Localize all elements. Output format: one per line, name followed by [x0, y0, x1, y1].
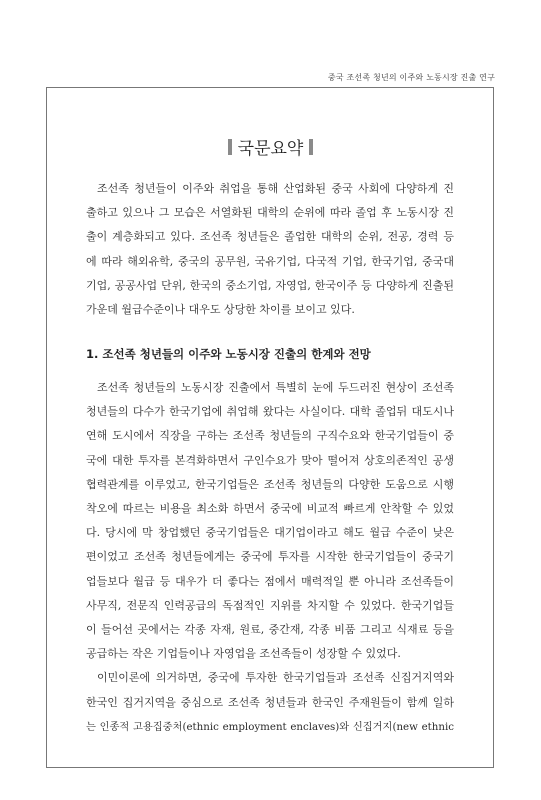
section-line: 청년들의 다수가 한국기업에 취업해 왔다는 사실이다. 대학 졸업뒤 대도시나	[86, 405, 454, 419]
section-line: 연해 도시에서 직장을 구하는 조선족 청년들의 구직수요와 한국기업들이 중	[86, 429, 454, 443]
abstract-line: 출이 계층화되고 있다. 조선족 청년들은 졸업한 대학의 순위, 전공, 경력 등	[86, 230, 454, 244]
section-line: 조선족 청년들의 노동시장 진출에서 특별히 눈에 두드러진 현상이 조선족	[97, 381, 454, 394]
title-right-bar	[309, 139, 313, 155]
running-header: 중국 조선족 청년의 이주와 노동시장 진출 연구	[327, 73, 495, 82]
page-title	[228, 134, 314, 159]
abstract-line: 에 따라 해외유학, 중국의 공무원, 국유기업, 다국적 기업, 한국기업, 중국대	[86, 254, 454, 268]
section-line: 공급하는 작은 기업들이나 자영업을 조선족들이 성장할 수 있었다.	[86, 647, 401, 661]
section-line: 국에 대한 투자를 본격화하면서 구인수요가 맞아 떨어져 상호의존적인 공생	[86, 453, 454, 467]
abstract-line: 가운데 월급수준이나 대우도 상당한 차이를 보이고 있다.	[86, 303, 355, 317]
section-line: 이민이론에 의거하면, 중국에 투자한 한국기업들과 조선족 신집거지역와	[97, 671, 454, 685]
section-line: 착오에 따르는 비용을 최소화 하면서 중국에 비교적 빠르게 안착할 수 있었	[86, 502, 454, 516]
abstract-line: 기업, 공공사업 단위, 한국의 중소기업, 자영업, 한국이주 등 다양하게 진출된	[86, 278, 454, 292]
section-line: 편이었고 조선족 청년들에게는 중국에 투자를 시작한 한국기업들이 중국기	[86, 550, 454, 564]
section-line: 는 인종적 고용집중처(ethnic employment enclaves)와 신집거지(new ethnic	[86, 720, 454, 733]
abstract-line: 조선족 청년들이 이주와 취업을 통해 산업화된 중국 사회에 다양하게 진	[97, 182, 454, 195]
section-line: 사무직, 전문직 인력공급의 독점적인 지위를 차지할 수 있었다. 한국기업들	[86, 598, 454, 612]
abstract-line: 출하고 있으나 그 모습은 서열화된 대학의 순위에 따라 졸업 후 노동시장 진	[86, 206, 454, 220]
section-paragraph	[86, 376, 454, 739]
title-wrap	[0, 134, 541, 159]
section-line: 협력관계를 이루었고, 한국기업들은 조선족 청년들의 다양한 도움으로 시행	[86, 477, 454, 491]
section-line: 업들보다 월급 등 대우가 더 좋다는 점에서 매력적일 뿐 아니라 조선족들이	[86, 574, 454, 588]
section-heading: 1. 조선족 청년들의 이주와 노동시장 진출의 한계와 전망	[86, 347, 371, 361]
page-title-text: 국문요약	[237, 139, 304, 159]
section-line: 한국인 집거지역을 중심으로 조선족 청년들과 한국인 주재원들이 함께 일하	[86, 695, 454, 709]
section-line: 다. 당시에 막 창업했던 중국기업들은 대기업이라고 해도 월급 수준이 낮은	[86, 526, 454, 540]
section-line: 이 들어선 곳에서는 각종 자재, 원료, 중간재, 각종 비품 그리고 식재료 등을	[86, 623, 454, 637]
abstract-paragraph	[86, 177, 454, 322]
title-left-bar	[228, 139, 232, 155]
